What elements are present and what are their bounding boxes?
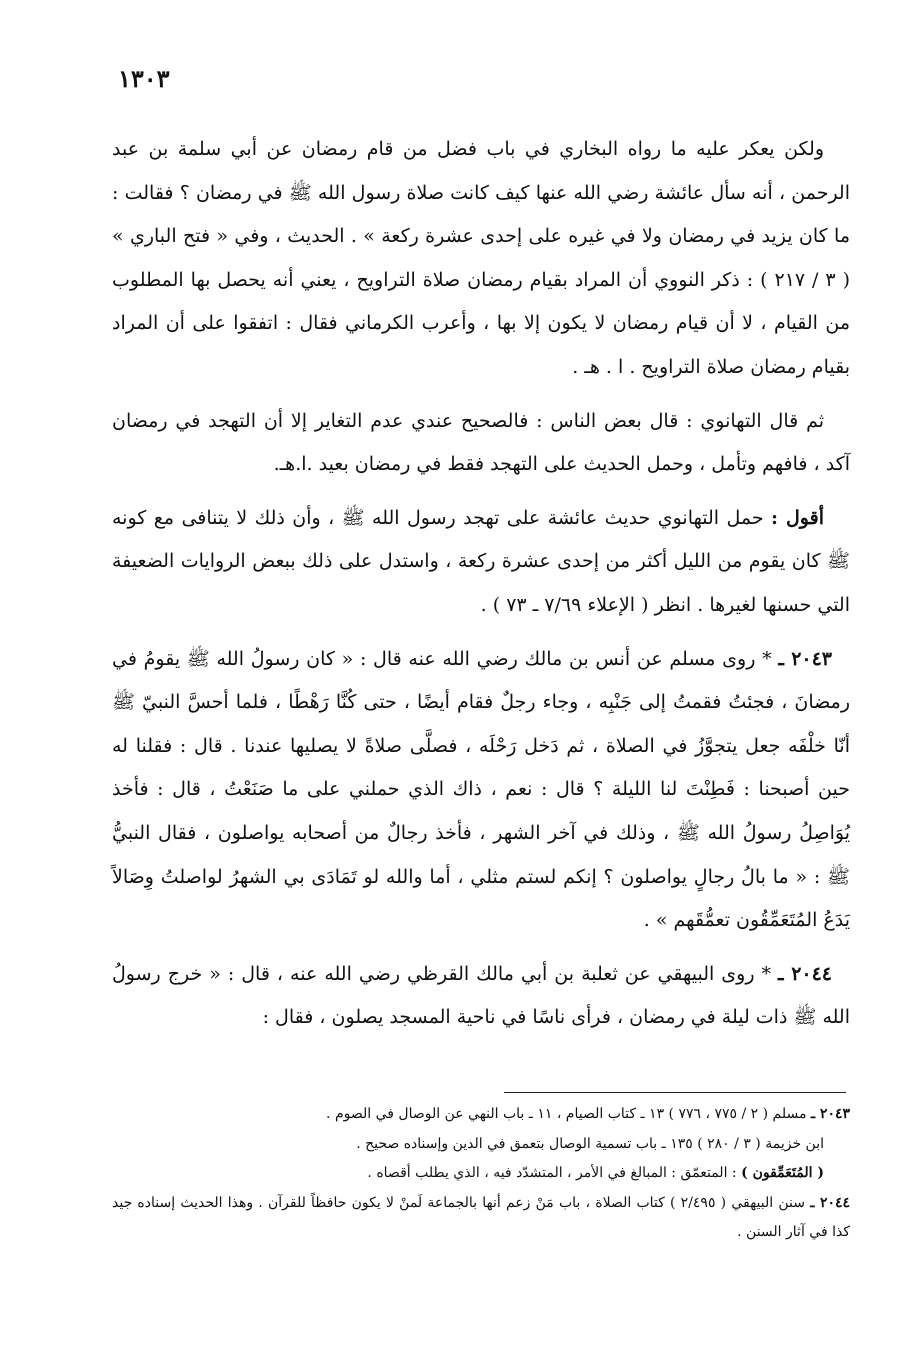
hadith-text: * روى البيهقي عن ثعلبة بن أبي مالك القرظي رضي الله عنه ، قال : « خرج رسولُ الله ﷺ ذات ليلة في رمضان ، فرأى ناسًا في ناحية المسجد يصلون ، فقال : bbox=[112, 962, 850, 1029]
footnote-ibn-khuzayma: ابن خزيمة ( ٣ / ٢٨٠ ) ١٣٥ ـ باب تسمية الوصال بتعمق في الدين وإسناده صحيح . bbox=[356, 1135, 824, 1152]
author-comment-text: حمل التهانوي حديث عائشة على تهجد رسول الله ﷺ ، وأن ذلك لا يتنافى مع كونه ﷺ كان يقوم من الليل أكثر من إحدى عشرة ركعة ، واستدل على ذلك ببعض الروايات الضعيفة التي حسنها لغيرها . انظر ( الإعلاء ٧/٦٩ ـ ٧٣ ) . bbox=[112, 506, 850, 616]
glossary-term: ( المُتَعَمِّقون ) bbox=[741, 1165, 824, 1182]
glossary-definition: : المتعمّق : المبالغ في الأمر ، المتشدّد فيه ، الذي يطلب أقصاه . bbox=[367, 1165, 737, 1182]
hadith-text: * روى مسلم عن أنس بن مالك رضي الله عنه قال : « كان رسولُ الله ﷺ يقومُ في رمضانَ ، فجئتُ فقمتُ إلى جَنْبِه ، وجاء رجلٌ فقام أيضًا ، حتى كُنَّا رَهْطًا ، فلما أحسَّ النبيّ ﷺ أنّا خلْفَه جعل يتجوَّزُ في الصلاة ، ثم دَخل رَحْلَه ، فصلَّى صلاةً لا يصليها عندنا . قال : فقلنا له حين أصبحنا : فَطِنْتَ لنا الليلة ؟ قال : نعم ، ذاك الذي حملني على ما صَنَعْتُ ، قال : فأخذ يُوَاصِلُ رسولُ الله ﷺ ، وذلك في آخر الشهر ، فأخذ رجالٌ من أصحابه يواصلون ، فقال النبيُّ ﷺ : « ما بالُ رجالٍ يواصلون ؟ إنكم لستم مثلي ، أما والله لو تَمَادَى بي الشهرُ لواصلتُ وِصَالاً يَدَعُ المُتَعَمِّقُون تعمُّقَهم » . bbox=[112, 647, 850, 932]
footnote-2043-muslim bbox=[112, 1100, 850, 1130]
paragraph-author-comment bbox=[112, 497, 850, 628]
hadith-number: ٢٠٤٤ ـ bbox=[778, 962, 833, 985]
hadith-2044 bbox=[112, 953, 850, 1040]
hadith-number: ٢٠٤٣ ـ bbox=[778, 647, 833, 670]
footnote-glossary bbox=[112, 1159, 850, 1189]
footnote-2044-bayhaqi bbox=[112, 1189, 850, 1248]
main-text bbox=[112, 128, 850, 1050]
page-number: ١٣٠٣ bbox=[118, 64, 170, 93]
footnotes bbox=[112, 1100, 850, 1248]
footnote-number: ٢٠٤٤ ـ bbox=[810, 1194, 851, 1211]
hadith-2043 bbox=[112, 638, 850, 943]
aqulu-lead: أقول : bbox=[771, 506, 824, 529]
footnote-number: ٢٠٤٣ ـ bbox=[810, 1106, 850, 1122]
footnote-divider bbox=[504, 1092, 846, 1093]
paragraph-tahanawi-quote: ثم قال التهانوي : قال بعض الناس : فالصحيح عندي عدم التغاير إلا أن التهجد في رمضان آكد ، فافهم وتأمل ، وحمل الحديث على التهجد فقط في رمضان بعيد .ا.هـ. bbox=[112, 409, 850, 476]
paragraph-bukhari-objection: ولكن يعكر عليه ما رواه البخاري في باب فضل من قام رمضان عن أبي سلمة بن عبد الرحمن ، أنه سأل عائشة رضي الله عنها كيف كانت صلاة رسول الله ﷺ في رمضان ؟ فقالت : ما كان يزيد في رمضان ولا في غيره على إحدى عشرة ركعة » . الحديث ، وفي « فتح الباري » ( ٣ / ٢١٧ ) : ذكر النووي أن المراد بقيام رمضان صلاة التراويح ، يعني أنه يحصل بها المطلوب من القيام ، لا أن قيام رمضان لا يكون إلا بها ، وأعرب الكرماني فقال : اتفقوا على أن المراد بقيام رمضان صلاة التراويح . ا . هـ . bbox=[112, 138, 851, 378]
footnote-text: سنن البيهقي ( ٢/٤٩٥ ) كتاب الصلاة ، باب مَنْ زعم أنها بالجماعة لَمنْ لا يكون حافظاً للقرآن . وهذا الحديث إسناده جيد كذا في آثار السنن . bbox=[112, 1194, 850, 1241]
footnote-text: مسلم ( ٢ / ٧٧٥ ، ٧٧٦ ) ١٣ ـ كتاب الصيام ، ١١ ـ باب النهي عن الوصال في الصوم . bbox=[326, 1106, 807, 1122]
